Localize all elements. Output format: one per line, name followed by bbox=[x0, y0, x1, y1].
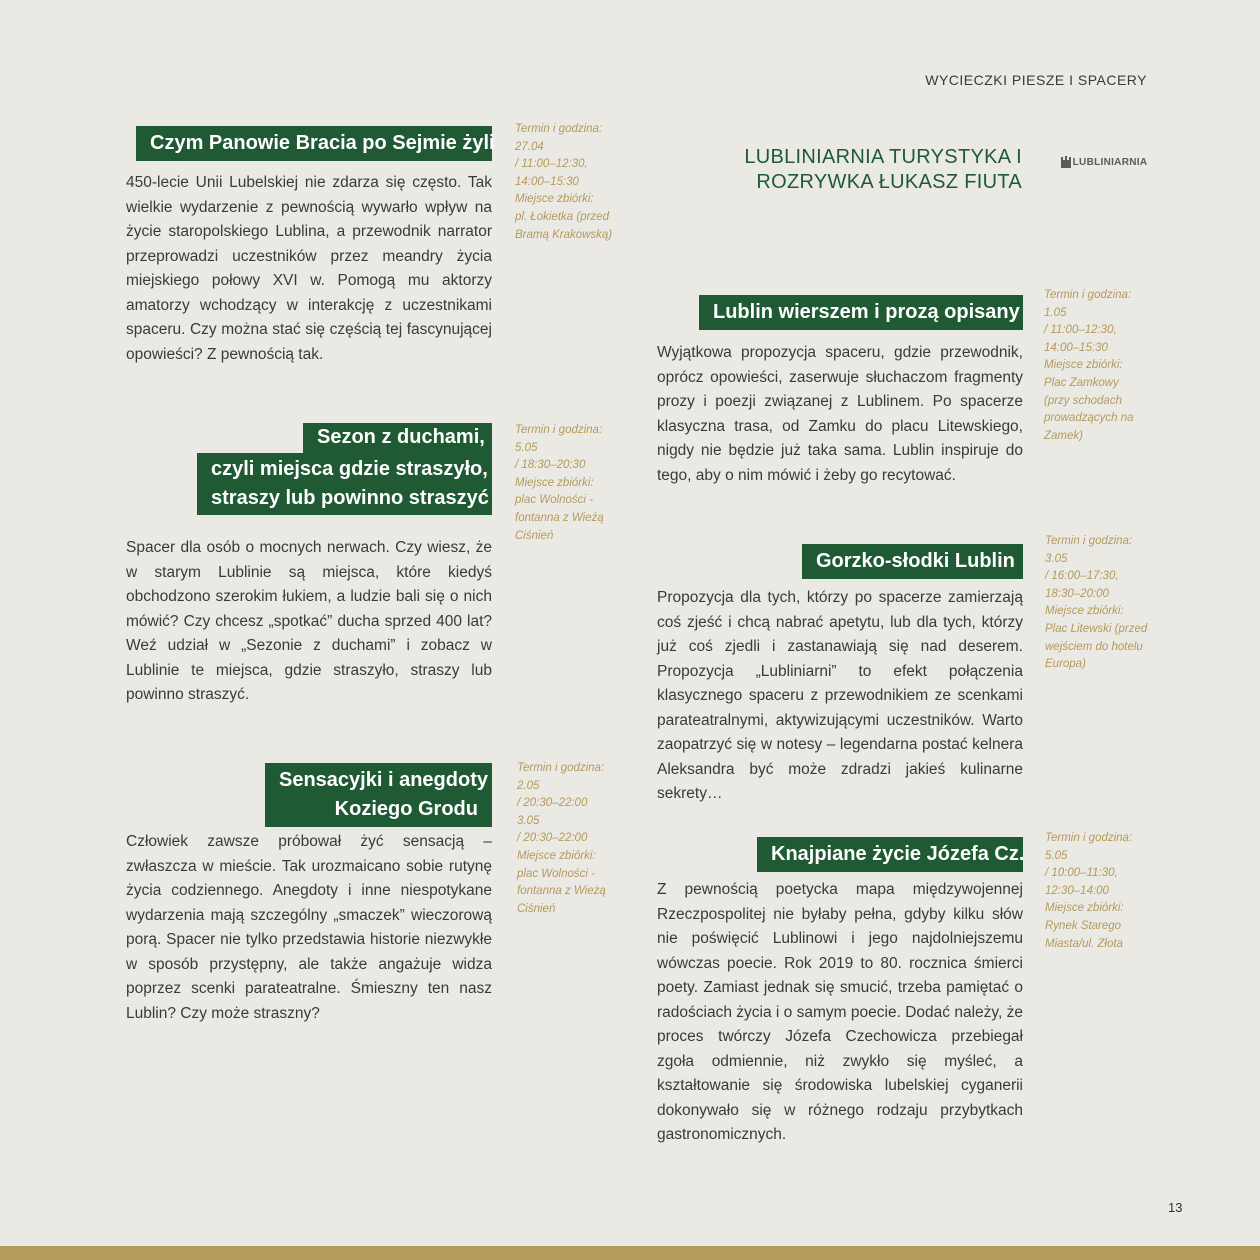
meta-line: / 10:00–11:30, bbox=[1045, 867, 1118, 880]
article-body-4: Wyjątkowa propozycja spaceru, gdzie przewodnik, oprócz opowieści, zaserwuje słuchaczom fragmenty prozy i poezji związanej z Lublinem. Po spacerze klasyczna trasa, od Zamku do placu Litewskiego, nigdy nie będzie już taka sama. Lublin inspiruje do tego, aby o nim mówić i żeby go recytować. bbox=[657, 344, 1023, 484]
title-line: Czym Panowie Bracia po Sejmie żyli bbox=[150, 132, 495, 154]
article-title-3 bbox=[265, 763, 492, 827]
meta-line: Termin i godzina: bbox=[515, 424, 603, 436]
meta-line: 3.05 bbox=[517, 814, 540, 827]
article-body-1: 450-lecie Unii Lubelskiej nie zdarza się często. Tak wielkie wydarzenie z pewnością wywarło wpływ na życie staropolskiego Lublina, a przewodnik narrator przeprowadzi uczestników przez meandry życia miejskiego połowy XVI w. Pomogą mu aktorzy amatorzy wchodzący w interakcję z uczestnikami spaceru. Czy można stać się częścią tej fascynującej opowieści? Z pewnością tak. bbox=[126, 174, 492, 363]
article-meta-4 bbox=[1044, 287, 1144, 445]
meta-line: 5.05 bbox=[1045, 849, 1068, 862]
meta-line: plac Wolności - bbox=[515, 494, 593, 507]
article-body-3: Człowiek zawsze próbował żyć sensacją – zwłaszcza w mieście. Tak urozmaicano sobie rutynę życia codziennego. Anegdoty i inne niespotykane wydarzenia mają szczególny „smaczek” wieczorową porą. Spacer nie tylko przedstawia historie niezwykłe w sposób przystępny, ale także angażuje widza poprzez scenki parateatralne. Śmieszny ten nasz Lublin? Czy może straszny? bbox=[126, 833, 492, 1022]
meta-line: 14:00–15:30 bbox=[515, 175, 579, 188]
meta-line: pl. Łokietka (przed bbox=[515, 210, 609, 223]
title-line: Sensacyjki i anegdoty bbox=[279, 769, 488, 791]
meta-line: Miejsce zbiórki: bbox=[517, 849, 596, 862]
meta-line: Termin i godzina: bbox=[1044, 289, 1132, 301]
article-body-2: Spacer dla osób o mocnych nerwach. Czy wiesz, że w starym Lublinie są miejsca, które kiedyś obchodzono szerokim łukiem, a ludzie bali się o nich mówić? Czy chcesz „spotkać” ducha sprzed 400 lat? Weź udział w „Sezonie z duchami” i zobacz w Lublinie te miejsca, gdzie straszyło, straszy lub powinno straszyć. bbox=[126, 539, 492, 703]
meta-line: 3.05 bbox=[1045, 552, 1068, 565]
article-meta-2 bbox=[515, 422, 615, 545]
meta-line: Miejsce zbiórki: bbox=[515, 193, 594, 206]
meta-line: plac Wolności - bbox=[517, 867, 595, 880]
logo-text: LUBLINIARNIA bbox=[1072, 156, 1148, 168]
title-line: Koziego Grodu bbox=[334, 798, 478, 820]
meta-line: Europa) bbox=[1045, 658, 1086, 671]
article-title-2a bbox=[303, 423, 492, 453]
meta-line: Ciśnień bbox=[517, 902, 556, 915]
meta-line: / 11:00–12:30, bbox=[515, 158, 588, 171]
meta-line: 2.05 bbox=[517, 779, 540, 792]
castle-icon bbox=[1059, 155, 1073, 169]
meta-line: Termin i godzina: bbox=[1045, 535, 1133, 547]
meta-line: Termin i godzina: bbox=[515, 123, 603, 135]
meta-line: / 20:30–22:00 bbox=[517, 797, 588, 810]
meta-line: fontanna z Wieżą bbox=[517, 885, 606, 898]
meta-line: Ciśnień bbox=[515, 529, 554, 542]
meta-line: Plac Litewski (przed bbox=[1045, 622, 1148, 635]
footer-bar bbox=[0, 1246, 1260, 1260]
meta-line: Zamek) bbox=[1044, 429, 1083, 442]
article-title-1 bbox=[136, 126, 495, 161]
meta-line: Plac Zamkowy bbox=[1044, 376, 1119, 389]
meta-line: 14:00–15:30 bbox=[1044, 341, 1108, 354]
meta-line: fontanna z Wieżą bbox=[515, 511, 604, 524]
title-line: czyli miejsca gdzie straszyło, bbox=[211, 458, 488, 480]
meta-line: 12:30–14:00 bbox=[1045, 884, 1109, 897]
meta-line: Termin i godzina: bbox=[1045, 832, 1133, 844]
meta-line: Miasta/ul. Złota bbox=[1045, 937, 1123, 950]
article-meta-3 bbox=[517, 760, 617, 918]
meta-line: / 20:30–22:00 bbox=[517, 832, 588, 845]
meta-line: / 16:00–17:30, bbox=[1045, 570, 1119, 583]
organizer-name: LUBLINIARNIA TURYSTYKA I ROZRYWKA ŁUKASZ FIUTA bbox=[744, 146, 1022, 193]
meta-line: 27.04 bbox=[515, 140, 544, 153]
article-title-6 bbox=[757, 837, 1023, 872]
meta-line: Miejsce zbiórki: bbox=[515, 476, 594, 489]
meta-line: Termin i godzina: bbox=[517, 762, 605, 774]
article-title-5 bbox=[802, 544, 1023, 579]
meta-line: 18:30–20:00 bbox=[1045, 587, 1109, 600]
title-line: straszy lub powinno straszyć bbox=[211, 487, 489, 509]
article-body-5: Propozycja dla tych, którzy po spacerze zamierzają coś zjeść i chcą nabrać apetytu, lub dla tych, którzy już coś zjedli i zastanawiają się nad deserem. Propozycja „Lubliniarni” to efekt połączenia klasycznego spaceru z przewodnikiem ze scenkami parateatralnymi, aktywizującymi uczestników. Warto zaopatrzyć się w notesy – legendarna postać kelnera Aleksandra być może zdradzi jakieś kulinarne sekrety… bbox=[657, 589, 1023, 802]
article-title-2b bbox=[197, 453, 492, 515]
article-body-6: Z pewnością poetycka mapa międzywojennej Rzeczpospolitej nie byłaby pełna, gdyby kilku słów nie poświęcić Lublinowi i jego najdolniejszemu wówczas poecie. Rok 2019 to 80. rocznica śmierci poety. Zamiast jednak się smucić, trzeba pamiętać o radościach życia i o samym poecie. Dodać należy, że proces twórczy Józefa Czechowicza przebiegał zgoła odmiennie, niż zwykło się myśleć, a kształtowanie się środowiska lubelskiej cyganerii dokonywało się w różnego rodzaju przybytkach gastronomicznych. bbox=[657, 881, 1023, 1143]
meta-line: prowadzących na bbox=[1044, 412, 1134, 425]
article-meta-1 bbox=[515, 121, 615, 244]
organizer-logo bbox=[1058, 140, 1148, 184]
page-number: 13 bbox=[1168, 1200, 1183, 1215]
title-line: Knajpiane życie Józefa Cz. bbox=[771, 843, 1025, 865]
title-line: Gorzko-słodki Lublin bbox=[816, 550, 1015, 572]
meta-line: Miejsce zbiórki: bbox=[1045, 605, 1124, 618]
meta-line: wejściem do hotelu bbox=[1045, 640, 1143, 653]
title-line: Lublin wierszem i prozą opisany bbox=[713, 301, 1020, 323]
meta-line: / 11:00–12:30, bbox=[1044, 324, 1117, 337]
title-line: Sezon z duchami, bbox=[317, 426, 485, 448]
meta-line: 5.05 bbox=[515, 441, 538, 454]
meta-line: Bramą Krakowską) bbox=[515, 228, 613, 241]
article-title-4 bbox=[699, 295, 1023, 330]
article-meta-5 bbox=[1045, 533, 1150, 674]
meta-line: 1.05 bbox=[1044, 306, 1067, 319]
header-section-title: WYCIECZKI PIESZE I SPACERY bbox=[925, 72, 1147, 88]
meta-line: Rynek Starego bbox=[1045, 919, 1122, 932]
meta-line: (przy schodach bbox=[1044, 394, 1122, 407]
meta-line: / 18:30–20:30 bbox=[515, 459, 586, 472]
meta-line: Miejsce zbiórki: bbox=[1044, 359, 1123, 372]
article-meta-6 bbox=[1045, 830, 1145, 953]
meta-line: Miejsce zbiórki: bbox=[1045, 902, 1124, 915]
